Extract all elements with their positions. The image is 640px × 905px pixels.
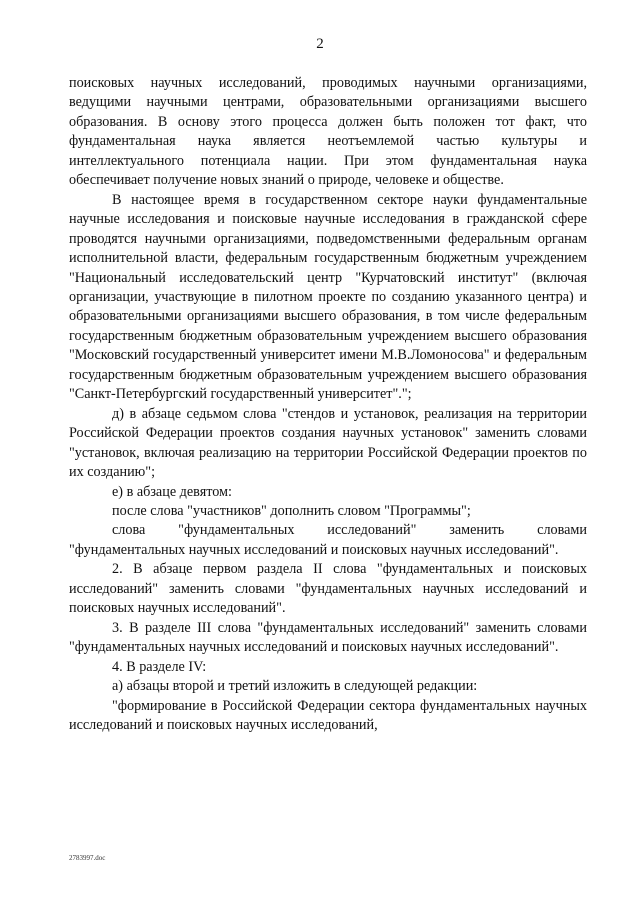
footer-filename: 2783997.doc [69,854,106,862]
paragraph: е) в абзаце девятом: [112,483,232,500]
body-text [69,74,587,735]
paragraph: В настоящее время в государственном секторе науки фундаментальные научные исследования и поисковые научные исследования в гражданской сфере проводятся научными организациями, подведомственными федеральным органам исполнительной власти, федеральным государственным бюджетным учреждением "Национальный исследовательский центр "Курчатовский институт" (включая организации, участвующие в пилотном проекте по созданию указанного центра) и образовательными организациями высшего образования, в том числе федеральным государственным бюджетным образовательным учреждением высшего образования "Московский государственный университет имени М.В.Ломоносова" и федеральным государственным бюджетным образовательным учреждением высшего образования "Санкт-Петербургский государственный университет"."; [69,191,587,403]
paragraph: 2. В абзаце первом раздела II слова "фундаментальных и поисковых исследований" заменить словами "фундаментальных научных исследований и поисковых научных исследований". [69,561,587,617]
paragraph: д) в абзаце седьмом слова "стендов и установок, реализация на территории Российской Федерации проектов создания научных установок" заменить словами "установок, включая реализацию на территории Российской Федерации проектов по их созданию"; [69,405,587,481]
page-number: 2 [316,36,324,52]
paragraph: "формирование в Российской Федерации сектора фундаментальных научных исследований и поисковых научных исследований, [69,697,587,733]
paragraph: а) абзацы второй и третий изложить в следующей редакции: [112,678,478,695]
paragraph: слова "фундаментальных исследований" заменить словами "фундаментальных научных исследований и поисковых научных исследований". [69,522,587,558]
paragraph: 3. В разделе III слова "фундаментальных исследований" заменить словами "фундаментальных научных исследований и поисковых научных исследований". [69,619,587,656]
paragraph: после слова "участников" дополнить словом "Программы"; [112,502,471,519]
paragraph: поисковых научных исследований, проводимых научными организациями, ведущими научными центрами, образовательными организациями высшего образования. В основу этого процесса должен быть положен тот факт, что фундаментальная наука является неотъемлемой частью культуры и интеллектуального потенциала нации. При этом фундаментальная наука обеспечивает получение новых знаний о природе, человеке и обществе. [69,75,587,189]
paragraph: 4. В разделе IV: [112,658,207,675]
